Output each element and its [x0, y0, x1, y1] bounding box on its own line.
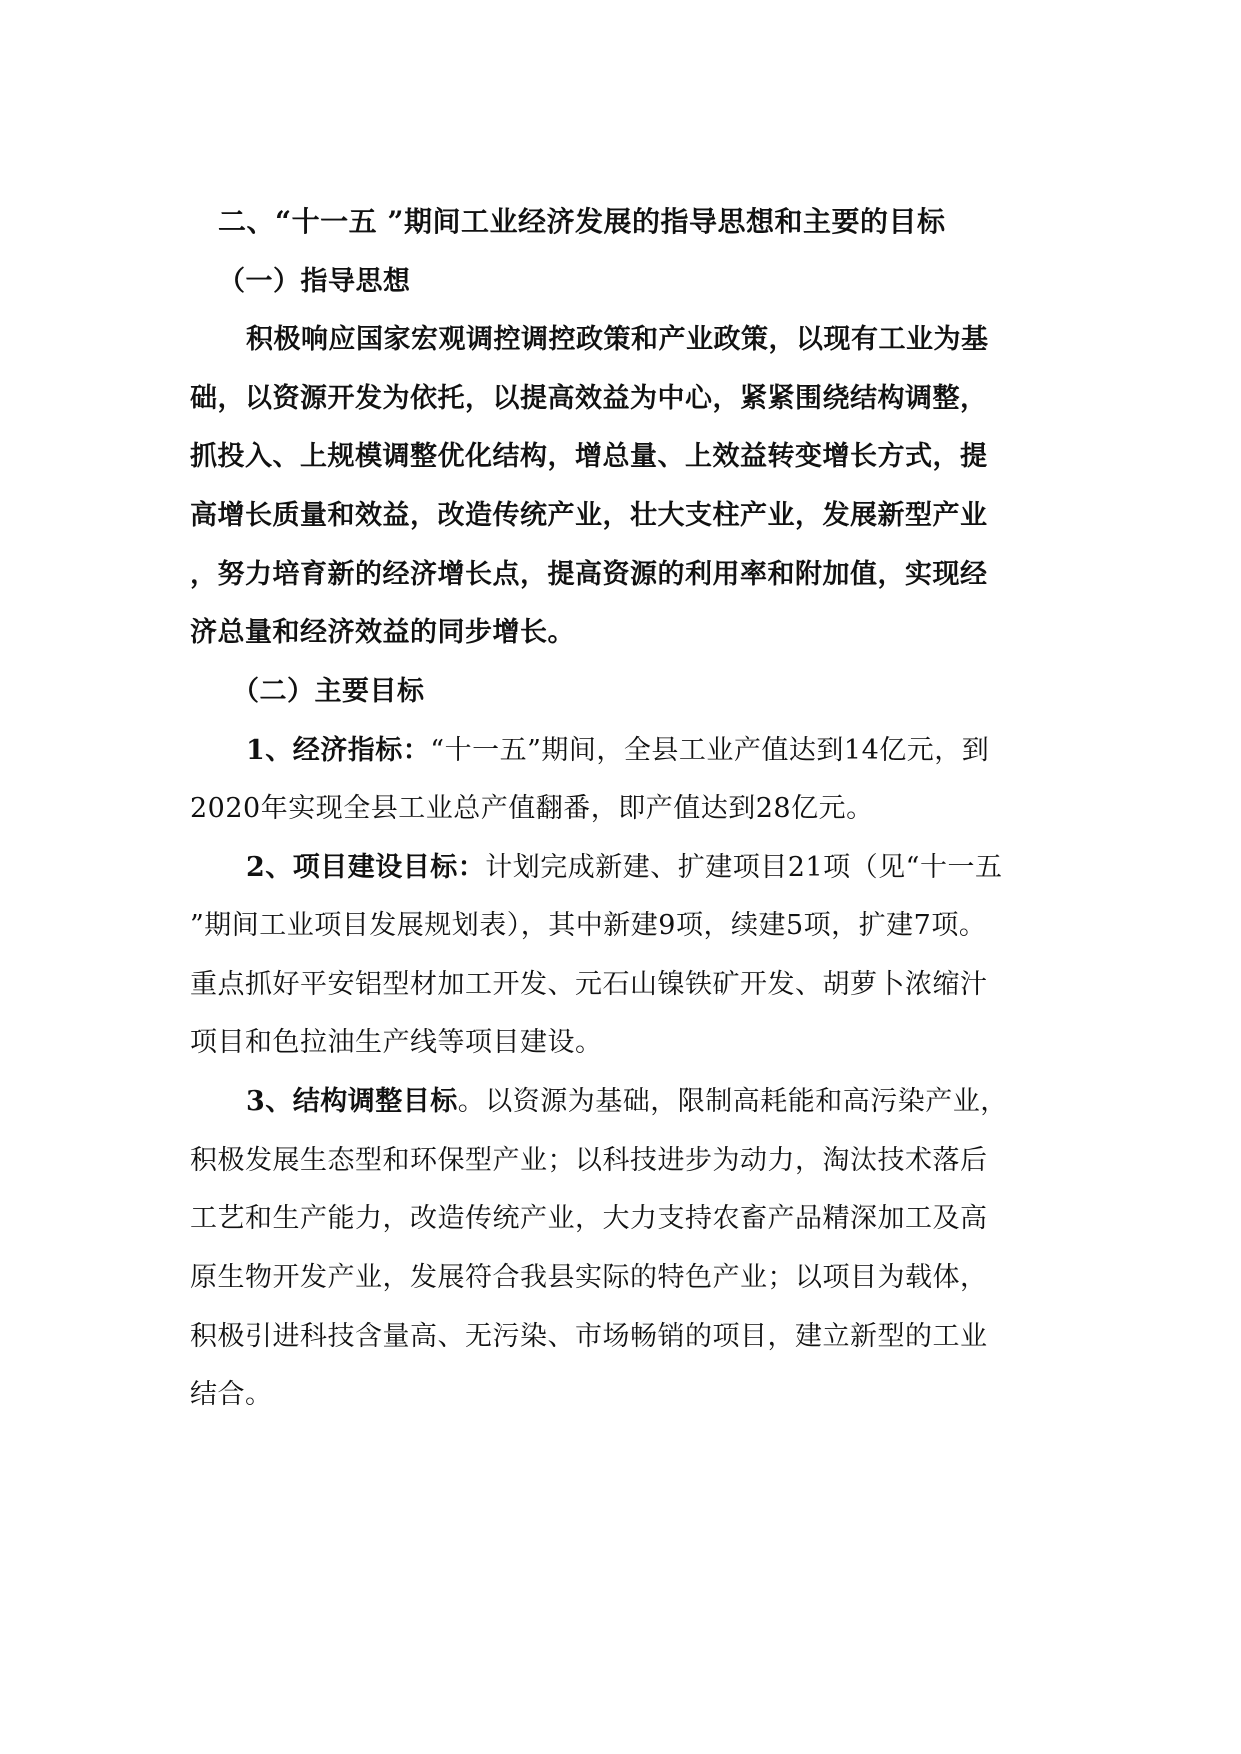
goal-item-structure-line-1: [246, 1082, 1008, 1122]
goal-item-projects-line-3: 重点抓好平安铝型材加工开发、元石山镍铁矿开发、胡萝卜浓缩汁: [190, 969, 988, 1000]
goal-item-projects-line-2: ”期间工业项目发展规划表），其中新建9项，续建5项，扩建7项。: [190, 910, 987, 941]
goal-item-structure-line-3: 工艺和生产能力，改造传统产业，大力支持农畜产品精深加工及高: [190, 1203, 988, 1234]
goal-item-structure-line-6: 结合。: [190, 1379, 273, 1410]
paragraph-line: 济总量和经济效益的同步增长。: [190, 617, 575, 648]
goal-item-projects-line-1: [246, 848, 1002, 888]
goal-label-projects: 2、项目建设目标：: [246, 852, 486, 883]
subsection-title-main-goals: （二）主要目标: [232, 676, 425, 707]
paragraph-line: 积极响应国家宏观调控调控政策和产业政策，以现有工业为基: [246, 324, 989, 355]
goal-text: 。以资源为基础，限制高耗能和高污染产业，: [457, 1086, 1008, 1117]
goal-item-structure-line-4: 原生物开发产业，发展符合我县实际的特色产业；以项目为载体，: [190, 1262, 988, 1293]
paragraph-line: ，努力培育新的经济增长点，提高资源的利用率和附加值，实现经: [190, 559, 988, 590]
subsection-title-guiding-ideology: （一）指导思想: [218, 266, 411, 297]
goal-text: 计划完成新建、扩建项目21项（见“十一五: [485, 852, 1003, 883]
goal-item-projects-line-4: 项目和色拉油生产线等项目建设。: [190, 1027, 603, 1058]
goal-label-economic: 1、经济指标：: [246, 735, 431, 766]
paragraph-line: 高增长质量和效益，改造传统产业，壮大支柱产业，发展新型产业: [190, 500, 988, 531]
goal-text: “十一五”期间，全县工业产值达到14亿元，到: [430, 735, 990, 766]
goal-item-structure-line-5: 积极引进科技含量高、无污染、市场畅销的项目，建立新型的工业: [190, 1321, 988, 1352]
goal-item-structure-line-2: 积极发展生态型和环保型产业；以科技进步为动力，淘汰技术落后: [190, 1145, 988, 1176]
goal-item-economic-line-2: 2020年实现全县工业总产值翻番，即产值达到28亿元。: [190, 793, 874, 824]
goal-item-economic-line-1: [246, 731, 989, 771]
goal-label-structure: 3、结构调整目标: [246, 1086, 458, 1117]
paragraph-line: 础，以资源开发为依托，以提高效益为中心，紧紧围绕结构调整，: [190, 383, 988, 414]
paragraph-line: 抓投入、上规模调整优化结构，增总量、上效益转变增长方式，提: [190, 441, 988, 472]
section-heading: 二、“十一五 ”期间工业经济发展的指导思想和主要的目标: [218, 205, 946, 238]
